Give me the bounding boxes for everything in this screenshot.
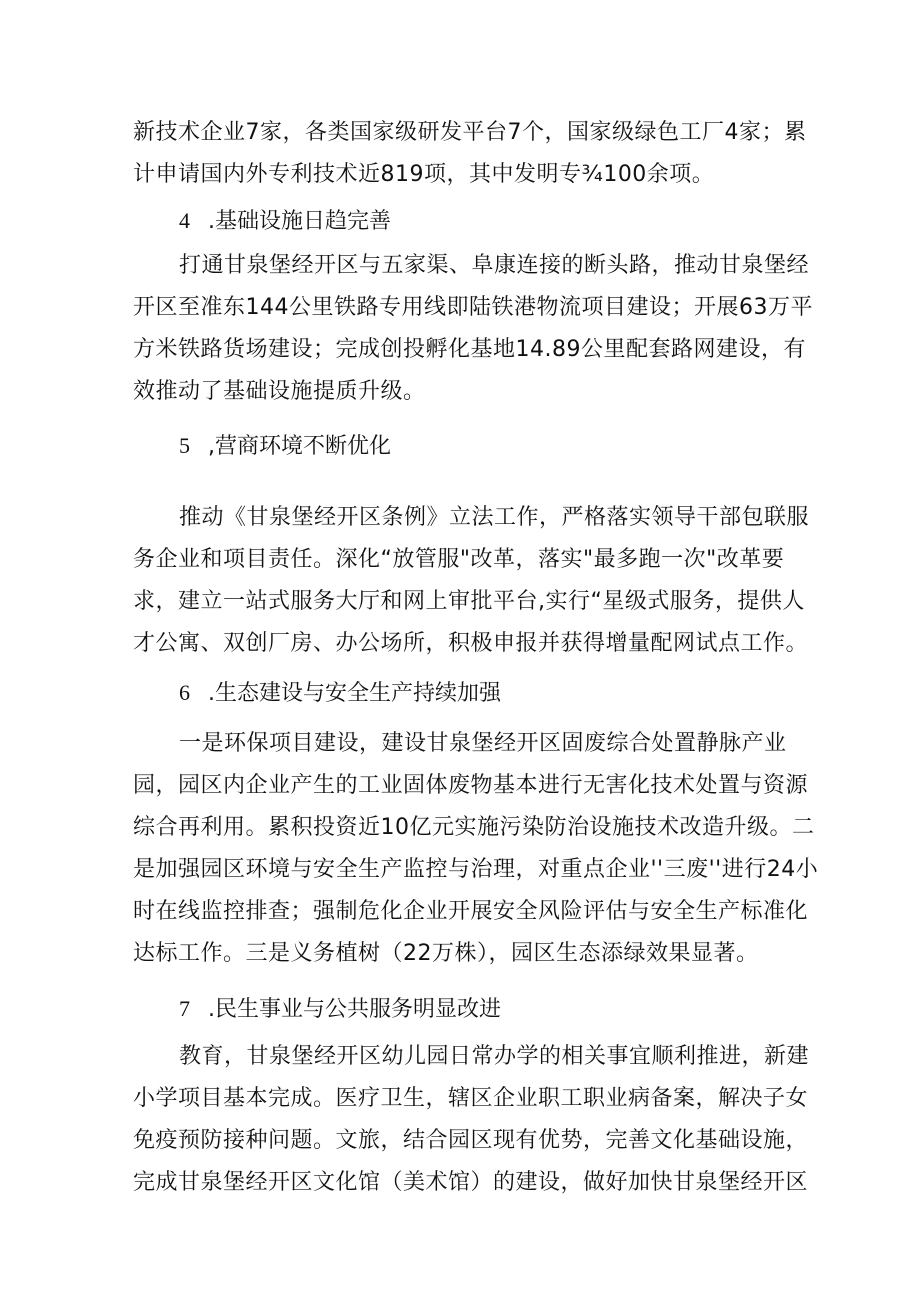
section-heading-7 [179, 988, 501, 1031]
paragraph-ecology-safety: 一是环保项目建设，建设甘泉堡经开区固废综合处置静脉产业园，园区内企业产生的工业固体废物基本进行无害化技术处置与资源综合再利用。累积投资近10亿元实施污染防治设施技术改造升级。二是加强园区环境与安全生产监控与治理，对重点企业''三废''进行24小时在线监控排查；强制危化企业开展安全风险评估与安全生产标准化达标工作。三是义务植树（22万株），园区生态添绿效果显著。 [133, 731, 819, 966]
section-number: 4 [179, 208, 190, 233]
section-heading-5 [179, 425, 391, 468]
section-title: .生态建设与安全生产持续加强 [208, 681, 501, 706]
paragraph-intro: 新技术企业7家，各类国家级研发平台7个，国家级绿色工厂4家；累计申请国内外专利技术近819项，其中发明专¾100余项。 [133, 120, 807, 187]
paragraph-business-environment: 推动《甘泉堡经开区条例》立法工作，严格落实领导干部包联服务企业和项目责任。深化“放管服"改革，落实"最多跑一次"改革要求，建立一站式服务大厅和网上审批平台,实行“星级式服务，提供人才公寓、双创厂房、办公场所，积极申报并获得增量配网试点工作。 [133, 505, 810, 656]
paragraph-public-services: 教育，甘泉堡经开区幼儿园日常办学的相关事宜顺利推进，新建小学项目基本完成。医疗卫生，辖区企业职工职业病备案，解决子女免疫预防接种问题。文旅，结合园区现有优势，完善文化基础设施，完成甘泉堡经开区文化馆（美术馆）的建设，做好加快甘泉堡经开区 [133, 1044, 810, 1195]
section-number: 7 [179, 996, 190, 1021]
section-number: 5 [179, 433, 190, 458]
section-heading-6 [179, 672, 501, 715]
section-title: .基础设施日趋完善 [208, 209, 391, 234]
section-number: 6 [179, 680, 190, 705]
section-title: .民生事业与公共服务明显改进 [208, 997, 501, 1022]
section-heading-4 [179, 200, 391, 243]
section-title: ,营商环境不断优化 [208, 434, 391, 459]
paragraph-infrastructure: 打通甘泉堡经开区与五家渠、阜康连接的断头路，推动甘泉堡经开区至准东144公里铁路专用线即陆铁港物流项目建设；开展63万平方米铁路货场建设；完成创投孵化基地14.89公里配套路网建设，有效推动了基础设施提质升级。 [133, 253, 813, 404]
